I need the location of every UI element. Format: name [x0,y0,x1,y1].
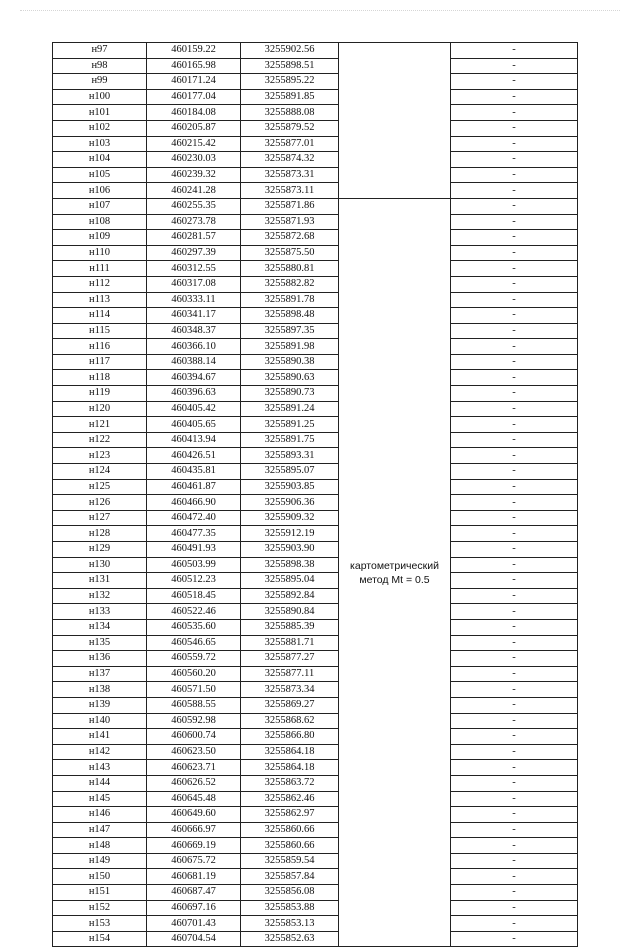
point-name-cell: н139 [53,697,147,713]
note-cell: - [451,682,578,698]
table-row [53,682,578,698]
coordinate-y-cell: 3255895.04 [241,573,339,589]
point-name-cell: н126 [53,495,147,511]
point-name-cell: н106 [53,183,147,199]
coordinate-x-cell: 460626.52 [147,775,241,791]
coordinate-x-cell: 460215.42 [147,136,241,152]
point-name-cell: н130 [53,557,147,573]
note-cell: - [451,152,578,168]
table-row [53,869,578,885]
coordinate-y-cell: 3255891.78 [241,292,339,308]
table-row [53,386,578,402]
note-cell: - [451,276,578,292]
coordinate-y-cell: 3255866.80 [241,729,339,745]
table-row [53,573,578,589]
point-name-cell: н148 [53,838,147,854]
table-row [53,292,578,308]
coordinate-y-cell: 3255906.36 [241,495,339,511]
coordinate-y-cell: 3255873.34 [241,682,339,698]
table-row [53,183,578,199]
note-cell: - [451,245,578,261]
coordinate-y-cell: 3255859.54 [241,853,339,869]
coordinate-x-cell: 460697.16 [147,900,241,916]
note-cell: - [451,495,578,511]
point-name-cell: н100 [53,89,147,105]
coordinate-y-cell: 3255877.11 [241,666,339,682]
table-row [53,245,578,261]
note-cell: - [451,542,578,558]
point-name-cell: н98 [53,58,147,74]
note-cell: - [451,807,578,823]
coordinate-x-cell: 460317.08 [147,276,241,292]
note-cell: - [451,230,578,246]
note-cell: - [451,869,578,885]
point-name-cell: н103 [53,136,147,152]
coordinate-x-cell: 460477.35 [147,526,241,542]
note-cell: - [451,386,578,402]
table-row [53,308,578,324]
coordinate-x-cell: 460205.87 [147,120,241,136]
coordinate-x-cell: 460341.17 [147,308,241,324]
table-row [53,432,578,448]
point-name-cell: н116 [53,339,147,355]
coordinate-x-cell: 460704.54 [147,931,241,947]
point-name-cell: н153 [53,916,147,932]
coordinate-y-cell: 3255877.27 [241,651,339,667]
coordinate-y-cell: 3255891.25 [241,417,339,433]
note-cell: - [451,760,578,776]
point-name-cell: н137 [53,666,147,682]
note-cell: - [451,74,578,90]
note-cell: - [451,136,578,152]
coordinate-y-cell: 3255860.66 [241,822,339,838]
note-cell: - [451,853,578,869]
coordinates-table-body [53,43,578,947]
coordinate-x-cell: 460348.37 [147,323,241,339]
table-row [53,448,578,464]
coordinate-y-cell: 3255853.88 [241,900,339,916]
coordinate-x-cell: 460413.94 [147,432,241,448]
coordinate-x-cell: 460518.45 [147,588,241,604]
table-row [53,464,578,480]
coordinate-x-cell: 460297.39 [147,245,241,261]
note-cell: - [451,666,578,682]
coordinate-x-cell: 460405.65 [147,417,241,433]
note-cell: - [451,838,578,854]
coordinate-x-cell: 460491.93 [147,542,241,558]
table-row [53,120,578,136]
note-cell: - [451,931,578,947]
coordinate-x-cell: 460503.99 [147,557,241,573]
point-name-cell: н117 [53,354,147,370]
table-row [53,152,578,168]
coordinate-y-cell: 3255893.31 [241,448,339,464]
point-name-cell: н125 [53,479,147,495]
coordinate-x-cell: 460184.08 [147,105,241,121]
table-row [53,43,578,59]
coordinate-y-cell: 3255862.46 [241,791,339,807]
table-row [53,214,578,230]
point-name-cell: н111 [53,261,147,277]
coordinate-x-cell: 460405.42 [147,401,241,417]
table-row [53,167,578,183]
note-cell: - [451,713,578,729]
point-name-cell: н147 [53,822,147,838]
note-cell: - [451,370,578,386]
note-cell: - [451,900,578,916]
coordinate-x-cell: 460281.57 [147,230,241,246]
point-name-cell: н150 [53,869,147,885]
point-name-cell: н133 [53,604,147,620]
table-row [53,417,578,433]
coordinate-x-cell: 460681.19 [147,869,241,885]
table-row [53,885,578,901]
coordinate-y-cell: 3255880.81 [241,261,339,277]
table-row [53,713,578,729]
note-cell: - [451,651,578,667]
point-name-cell: н136 [53,651,147,667]
coordinate-x-cell: 460241.28 [147,183,241,199]
coordinate-y-cell: 3255890.38 [241,354,339,370]
note-cell: - [451,464,578,480]
table-row [53,354,578,370]
table-row [53,370,578,386]
coordinate-y-cell: 3255852.63 [241,931,339,947]
point-name-cell: н127 [53,510,147,526]
table-row [53,666,578,682]
coordinate-y-cell: 3255856.08 [241,885,339,901]
table-row [53,105,578,121]
table-row [53,791,578,807]
coordinate-x-cell: 460171.24 [147,74,241,90]
coordinate-x-cell: 460255.35 [147,198,241,214]
coordinate-x-cell: 460600.74 [147,729,241,745]
point-name-cell: н128 [53,526,147,542]
coordinate-y-cell: 3255902.56 [241,43,339,59]
table-row [53,198,578,214]
coordinate-x-cell: 460560.20 [147,666,241,682]
coordinate-y-cell: 3255891.75 [241,432,339,448]
point-name-cell: н132 [53,588,147,604]
table-row [53,619,578,635]
coordinate-x-cell: 460675.72 [147,853,241,869]
coordinate-y-cell: 3255879.52 [241,120,339,136]
table-row [53,744,578,760]
note-cell: - [451,183,578,199]
point-name-cell: н114 [53,308,147,324]
coordinate-y-cell: 3255891.24 [241,401,339,417]
coordinate-y-cell: 3255873.31 [241,167,339,183]
point-name-cell: н140 [53,713,147,729]
note-cell: - [451,43,578,59]
point-name-cell: н109 [53,230,147,246]
coordinate-y-cell: 3255869.27 [241,697,339,713]
point-name-cell: н138 [53,682,147,698]
coordinate-y-cell: 3255888.08 [241,105,339,121]
coordinate-y-cell: 3255903.90 [241,542,339,558]
point-name-cell: н108 [53,214,147,230]
coordinate-x-cell: 460649.60 [147,807,241,823]
note-cell: - [451,167,578,183]
point-name-cell: н102 [53,120,147,136]
coordinate-y-cell: 3255903.85 [241,479,339,495]
note-cell: - [451,557,578,573]
point-name-cell: н143 [53,760,147,776]
point-name-cell: н145 [53,791,147,807]
point-name-cell: н97 [53,43,147,59]
method-label-line2: метод Mt = 0.5 [359,573,430,586]
table-row [53,651,578,667]
table-row [53,853,578,869]
coordinate-y-cell: 3255891.98 [241,339,339,355]
note-cell: - [451,604,578,620]
point-name-cell: н119 [53,386,147,402]
note-cell: - [451,261,578,277]
coordinate-y-cell: 3255872.68 [241,230,339,246]
coordinate-x-cell: 460592.98 [147,713,241,729]
coordinate-x-cell: 460701.43 [147,916,241,932]
coordinate-y-cell: 3255864.18 [241,760,339,776]
coordinate-y-cell: 3255892.84 [241,588,339,604]
coordinate-x-cell: 460571.50 [147,682,241,698]
point-name-cell: н142 [53,744,147,760]
coordinate-x-cell: 460512.23 [147,573,241,589]
coordinate-y-cell: 3255853.13 [241,916,339,932]
coordinate-x-cell: 460165.98 [147,58,241,74]
coordinate-y-cell: 3255898.38 [241,557,339,573]
coordinate-y-cell: 3255890.73 [241,386,339,402]
coordinate-x-cell: 460312.55 [147,261,241,277]
note-cell: - [451,308,578,324]
coordinate-x-cell: 460159.22 [147,43,241,59]
note-cell: - [451,916,578,932]
note-cell: - [451,822,578,838]
table-row [53,136,578,152]
point-name-cell: н113 [53,292,147,308]
note-cell: - [451,479,578,495]
table-row [53,557,578,573]
point-name-cell: н154 [53,931,147,947]
coordinate-x-cell: 460472.40 [147,510,241,526]
table-row [53,635,578,651]
point-name-cell: н99 [53,74,147,90]
coordinate-x-cell: 460239.32 [147,167,241,183]
coordinate-x-cell: 460461.87 [147,479,241,495]
table-row [53,339,578,355]
table-row [53,276,578,292]
note-cell: - [451,58,578,74]
coordinate-x-cell: 460394.67 [147,370,241,386]
note-cell: - [451,448,578,464]
table-row [53,588,578,604]
coordinate-x-cell: 460388.14 [147,354,241,370]
method-label-line1: картометрический [350,559,439,572]
note-cell: - [451,744,578,760]
point-name-cell: н123 [53,448,147,464]
coordinate-y-cell: 3255895.22 [241,74,339,90]
note-cell: - [451,354,578,370]
coordinate-x-cell: 460645.48 [147,791,241,807]
coordinate-y-cell: 3255877.01 [241,136,339,152]
coordinate-y-cell: 3255890.84 [241,604,339,620]
note-cell: - [451,198,578,214]
coordinate-y-cell: 3255885.39 [241,619,339,635]
coordinate-x-cell: 460588.55 [147,697,241,713]
coordinate-x-cell: 460366.10 [147,339,241,355]
point-name-cell: н122 [53,432,147,448]
coordinate-y-cell: 3255862.97 [241,807,339,823]
coordinate-y-cell: 3255871.93 [241,214,339,230]
coordinate-x-cell: 460623.50 [147,744,241,760]
table-row [53,401,578,417]
coordinate-y-cell: 3255875.50 [241,245,339,261]
coordinate-y-cell: 3255890.63 [241,370,339,386]
coordinate-y-cell: 3255874.32 [241,152,339,168]
note-cell: - [451,432,578,448]
point-name-cell: н112 [53,276,147,292]
coordinate-y-cell: 3255897.35 [241,323,339,339]
note-cell: - [451,573,578,589]
table-row [53,495,578,511]
coordinate-y-cell: 3255895.07 [241,464,339,480]
point-name-cell: н129 [53,542,147,558]
table-row [53,775,578,791]
coordinate-x-cell: 460396.63 [147,386,241,402]
point-name-cell: н134 [53,619,147,635]
note-cell: - [451,775,578,791]
coordinate-x-cell: 460522.46 [147,604,241,620]
table-row [53,729,578,745]
table-row [53,931,578,947]
coordinate-x-cell: 460230.03 [147,152,241,168]
note-cell: - [451,588,578,604]
scan-header-artifact [20,10,620,13]
point-name-cell: н101 [53,105,147,121]
coordinate-x-cell: 460687.47 [147,885,241,901]
point-name-cell: н118 [53,370,147,386]
coordinate-y-cell: 3255881.71 [241,635,339,651]
coordinate-x-cell: 460333.11 [147,292,241,308]
point-name-cell: н144 [53,775,147,791]
coordinate-y-cell: 3255863.72 [241,775,339,791]
note-cell: - [451,214,578,230]
table-row [53,479,578,495]
table-row [53,900,578,916]
coordinate-y-cell: 3255868.62 [241,713,339,729]
point-name-cell: н107 [53,198,147,214]
coordinate-x-cell: 460535.60 [147,619,241,635]
note-cell: - [451,339,578,355]
table-row [53,542,578,558]
coordinate-y-cell: 3255860.66 [241,838,339,854]
point-name-cell: н124 [53,464,147,480]
note-cell: - [451,885,578,901]
method-cell [339,198,451,947]
note-cell: - [451,619,578,635]
point-name-cell: н105 [53,167,147,183]
note-cell: - [451,417,578,433]
point-name-cell: н115 [53,323,147,339]
table-row [53,760,578,776]
table-row [53,526,578,542]
table-row [53,89,578,105]
note-cell: - [451,791,578,807]
note-cell: - [451,401,578,417]
coordinate-x-cell: 460435.81 [147,464,241,480]
table-row [53,916,578,932]
point-name-cell: н151 [53,885,147,901]
table-row [53,838,578,854]
table-row [53,807,578,823]
coordinate-x-cell: 460559.72 [147,651,241,667]
point-name-cell: н104 [53,152,147,168]
note-cell: - [451,89,578,105]
point-name-cell: н146 [53,807,147,823]
table-row [53,261,578,277]
coordinate-y-cell: 3255857.84 [241,869,339,885]
coordinate-x-cell: 460466.90 [147,495,241,511]
note-cell: - [451,105,578,121]
point-name-cell: н141 [53,729,147,745]
coordinate-y-cell: 3255864.18 [241,744,339,760]
point-name-cell: н131 [53,573,147,589]
coordinate-x-cell: 460426.51 [147,448,241,464]
point-name-cell: н135 [53,635,147,651]
table-row [53,323,578,339]
point-name-cell: н152 [53,900,147,916]
note-cell: - [451,323,578,339]
note-cell: - [451,729,578,745]
method-cell-blank [339,43,451,199]
coordinate-y-cell: 3255871.86 [241,198,339,214]
point-name-cell: н110 [53,245,147,261]
point-name-cell: н149 [53,853,147,869]
table-row [53,822,578,838]
coordinate-x-cell: 460546.65 [147,635,241,651]
coordinate-y-cell: 3255873.11 [241,183,339,199]
coordinate-y-cell: 3255898.48 [241,308,339,324]
coordinate-x-cell: 460273.78 [147,214,241,230]
note-cell: - [451,510,578,526]
coordinate-x-cell: 460666.97 [147,822,241,838]
table-row [53,604,578,620]
coordinate-y-cell: 3255882.82 [241,276,339,292]
table-row [53,74,578,90]
note-cell: - [451,635,578,651]
note-cell: - [451,120,578,136]
table-row [53,510,578,526]
coordinates-table [52,42,578,947]
table-row [53,697,578,713]
coordinate-y-cell: 3255912.19 [241,526,339,542]
table-row [53,230,578,246]
coordinate-x-cell: 460177.04 [147,89,241,105]
coordinate-x-cell: 460623.71 [147,760,241,776]
table-row [53,58,578,74]
note-cell: - [451,292,578,308]
coordinate-y-cell: 3255898.51 [241,58,339,74]
point-name-cell: н121 [53,417,147,433]
note-cell: - [451,697,578,713]
note-cell: - [451,526,578,542]
coordinate-y-cell: 3255909.32 [241,510,339,526]
coordinate-y-cell: 3255891.85 [241,89,339,105]
point-name-cell: н120 [53,401,147,417]
coordinate-x-cell: 460669.19 [147,838,241,854]
